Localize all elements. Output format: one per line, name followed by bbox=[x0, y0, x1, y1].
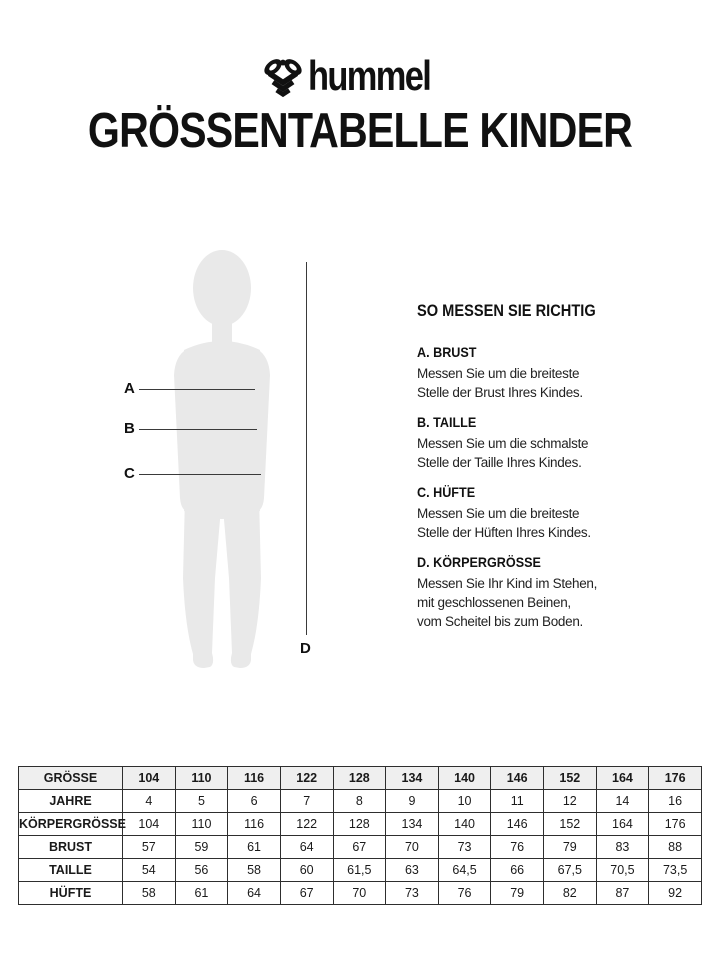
table-cell: 110 bbox=[175, 813, 228, 836]
table-cell: 73 bbox=[438, 836, 491, 859]
child-silhouette bbox=[170, 248, 280, 673]
table-row-chest bbox=[19, 836, 702, 859]
instruction-text: Messen Sie um die schmalste bbox=[417, 436, 589, 451]
size-table-container bbox=[18, 766, 702, 905]
instruction-text: Stelle der Brust Ihres Kindes. bbox=[417, 385, 583, 400]
size-header-cell: 152 bbox=[544, 767, 597, 790]
table-cell: 16 bbox=[649, 790, 702, 813]
table-cell: 56 bbox=[175, 859, 228, 882]
table-cell: 11 bbox=[491, 790, 544, 813]
table-corner-label: GRÖSSE bbox=[19, 767, 123, 790]
page-title: GRÖSSENTABELLE KINDER bbox=[87, 104, 633, 158]
table-cell: 8 bbox=[333, 790, 386, 813]
table-row-age bbox=[19, 790, 702, 813]
instruction-text: Messen Sie Ihr Kind im Stehen, bbox=[417, 576, 598, 591]
table-cell: 61 bbox=[228, 836, 281, 859]
size-header-cell: 110 bbox=[175, 767, 228, 790]
size-table bbox=[18, 766, 702, 905]
instructions-heading: SO MESSEN SIE RICHTIG bbox=[417, 301, 596, 320]
hip-measure-line bbox=[139, 474, 261, 475]
table-cell: 152 bbox=[544, 813, 597, 836]
row-label: BRUST bbox=[19, 836, 123, 859]
table-cell: 76 bbox=[438, 882, 491, 905]
table-cell: 70 bbox=[386, 836, 439, 859]
table-cell: 146 bbox=[491, 813, 544, 836]
table-cell: 79 bbox=[491, 882, 544, 905]
marker-d-label: D bbox=[300, 640, 311, 657]
table-cell: 61 bbox=[175, 882, 228, 905]
table-cell: 7 bbox=[280, 790, 333, 813]
table-cell: 67,5 bbox=[544, 859, 597, 882]
hummel-bee-icon bbox=[263, 55, 303, 101]
table-cell: 164 bbox=[596, 813, 649, 836]
instruction-section-waist bbox=[417, 414, 632, 472]
instruction-section-chest bbox=[417, 344, 632, 402]
table-cell: 134 bbox=[386, 813, 439, 836]
instruction-text: mit geschlossenen Beinen, bbox=[417, 595, 571, 610]
table-cell: 83 bbox=[596, 836, 649, 859]
size-header-cell: 164 bbox=[596, 767, 649, 790]
size-header-cell: 134 bbox=[386, 767, 439, 790]
instruction-text: Messen Sie um die breiteste bbox=[417, 366, 580, 381]
table-cell: 176 bbox=[649, 813, 702, 836]
row-label: HÜFTE bbox=[19, 882, 123, 905]
table-cell: 63 bbox=[386, 859, 439, 882]
brand-wordmark: hummel bbox=[307, 52, 431, 99]
table-cell: 60 bbox=[280, 859, 333, 882]
chest-measure-line bbox=[139, 389, 255, 390]
size-header-cell: 116 bbox=[228, 767, 281, 790]
table-cell: 67 bbox=[333, 836, 386, 859]
table-cell: 64 bbox=[228, 882, 281, 905]
table-row-sizes bbox=[19, 767, 702, 790]
table-cell: 70 bbox=[333, 882, 386, 905]
measuring-instructions bbox=[417, 301, 632, 643]
table-cell: 64 bbox=[280, 836, 333, 859]
instruction-title: C. HÜFTE bbox=[417, 484, 476, 500]
instruction-text: vom Scheitel bis zum Boden. bbox=[417, 614, 583, 629]
table-cell: 67 bbox=[280, 882, 333, 905]
waist-measure-line bbox=[139, 429, 257, 430]
row-label: TAILLE bbox=[19, 859, 123, 882]
size-header-cell: 128 bbox=[333, 767, 386, 790]
instruction-section-height bbox=[417, 554, 632, 631]
table-cell: 87 bbox=[596, 882, 649, 905]
table-cell: 4 bbox=[123, 790, 176, 813]
table-cell: 104 bbox=[123, 813, 176, 836]
table-cell: 64,5 bbox=[438, 859, 491, 882]
table-cell: 9 bbox=[386, 790, 439, 813]
table-cell: 79 bbox=[544, 836, 597, 859]
instruction-text: Stelle der Taille Ihres Kindes. bbox=[417, 455, 582, 470]
table-cell: 58 bbox=[123, 882, 176, 905]
instruction-text: Stelle der Hüften Ihres Kindes. bbox=[417, 525, 591, 540]
row-label: KÖRPERGRÖSSE bbox=[19, 813, 123, 836]
marker-a-label: A bbox=[124, 380, 135, 397]
table-cell: 92 bbox=[649, 882, 702, 905]
table-cell: 57 bbox=[123, 836, 176, 859]
marker-b-label: B bbox=[124, 420, 135, 437]
table-row-bodyheight bbox=[19, 813, 702, 836]
table-cell: 73,5 bbox=[649, 859, 702, 882]
table-cell: 88 bbox=[649, 836, 702, 859]
table-row-waist bbox=[19, 859, 702, 882]
size-header-cell: 140 bbox=[438, 767, 491, 790]
table-cell: 10 bbox=[438, 790, 491, 813]
table-cell: 140 bbox=[438, 813, 491, 836]
table-cell: 12 bbox=[544, 790, 597, 813]
table-cell: 116 bbox=[228, 813, 281, 836]
table-cell: 76 bbox=[491, 836, 544, 859]
row-label: JAHRE bbox=[19, 790, 123, 813]
table-cell: 128 bbox=[333, 813, 386, 836]
table-cell: 66 bbox=[491, 859, 544, 882]
height-measure-line bbox=[306, 262, 307, 635]
instruction-title: D. KÖRPERGRÖSSE bbox=[417, 554, 541, 570]
instruction-section-hip bbox=[417, 484, 632, 542]
size-header-cell: 122 bbox=[280, 767, 333, 790]
instruction-title: B. TAILLE bbox=[417, 414, 477, 430]
table-cell: 73 bbox=[386, 882, 439, 905]
size-header-cell: 176 bbox=[649, 767, 702, 790]
brand-header bbox=[0, 54, 720, 102]
size-header-cell: 146 bbox=[491, 767, 544, 790]
table-cell: 70,5 bbox=[596, 859, 649, 882]
marker-c-label: C bbox=[124, 465, 135, 482]
table-cell: 58 bbox=[228, 859, 281, 882]
instruction-text: Messen Sie um die breiteste bbox=[417, 506, 580, 521]
size-header-cell: 104 bbox=[123, 767, 176, 790]
table-cell: 82 bbox=[544, 882, 597, 905]
table-row-hip bbox=[19, 882, 702, 905]
instruction-title: A. BRUST bbox=[417, 344, 477, 360]
table-cell: 6 bbox=[228, 790, 281, 813]
table-cell: 59 bbox=[175, 836, 228, 859]
table-cell: 61,5 bbox=[333, 859, 386, 882]
table-cell: 5 bbox=[175, 790, 228, 813]
table-cell: 122 bbox=[280, 813, 333, 836]
table-cell: 54 bbox=[123, 859, 176, 882]
table-cell: 14 bbox=[596, 790, 649, 813]
